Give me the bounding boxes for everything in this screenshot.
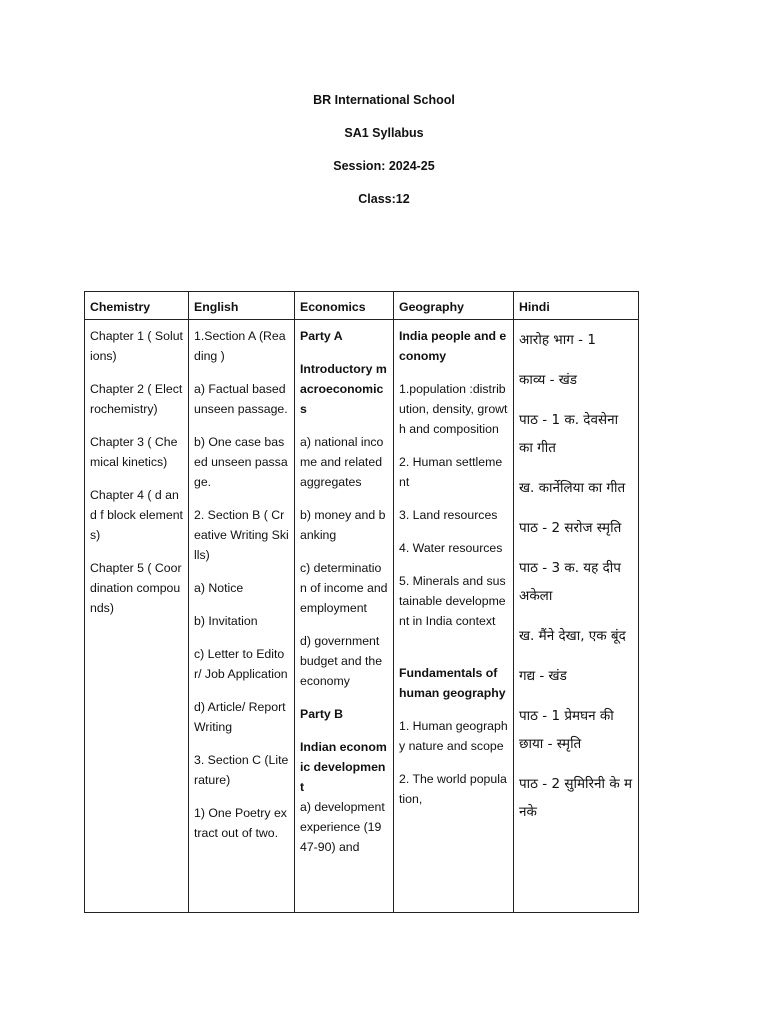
geography-cell (394, 320, 514, 913)
list-item: b) One case based unseen passage. (194, 435, 288, 489)
list-item: Chapter 3 ( Chemical kinetics) (90, 435, 178, 469)
list-item: 3. Land resources (399, 508, 498, 522)
syllabus-table (84, 291, 639, 913)
list-item: Chapter 4 ( d and f block elements) (90, 488, 183, 542)
list-item: Party A (300, 329, 343, 343)
list-item: b) money and banking (300, 508, 386, 542)
hindi-cell (514, 320, 639, 913)
list-item: Fundamentals of human geography (399, 666, 506, 700)
list-item: Party B (300, 707, 344, 721)
list-item: पाठ - 1 क. देवसेना का गीत (519, 412, 619, 456)
english-cell (189, 320, 295, 913)
school-name: BR International School (313, 93, 455, 107)
list-item: 2. Section B ( Creative Writing Skills) (194, 508, 289, 562)
header-english: English (189, 292, 295, 320)
list-item: a) national income and related aggregates (300, 435, 384, 489)
table-header-row (85, 292, 639, 320)
list-item: 3. Section C (Literature) (194, 753, 289, 787)
list-item: पाठ - 3 क. यह दीप अकेला (519, 560, 621, 604)
list-item: 4. Water resources (399, 541, 503, 555)
list-item: a) Factual based unseen passage. (194, 382, 288, 416)
header-geography: Geography (394, 292, 514, 320)
list-item: पाठ - 2 सरोज स्मृति (519, 520, 622, 536)
list-item: Introductory macroeconomics (300, 362, 387, 416)
list-item: ख. कार्नेलिया का गीत (519, 480, 626, 496)
list-item: 2. The world population, (399, 772, 507, 806)
list-item: Indian economic development (300, 740, 387, 794)
list-item: 1) One Poetry extract out of two. (194, 806, 287, 840)
economics-cell (295, 320, 394, 913)
list-item: c) determination of income and employment (300, 561, 388, 615)
list-item: Chapter 1 ( Solutions) (90, 329, 183, 363)
syllabus-title: SA1 Syllabus (344, 126, 424, 140)
list-item: काव्य - खंड (519, 372, 578, 388)
list-item: 1.population :distribution, density, growth and composition (399, 382, 508, 436)
list-item: Chapter 5 ( Coordination compounds) (90, 561, 182, 615)
list-item: पाठ - 1 प्रेमघन की छाया - स्मृति (519, 708, 614, 752)
list-item: a) Notice (194, 581, 244, 595)
list-item: b) Invitation (194, 614, 258, 628)
list-item: 2. Human settlement (399, 455, 503, 489)
list-item: पाठ - 2 सुमिरिनी के मनके (519, 776, 633, 820)
list-item: 1. Human geography nature and scope (399, 719, 508, 753)
list-item: d) Article/ Report Writing (194, 700, 286, 734)
list-item: गद्य - खंड (519, 668, 567, 684)
header-chemistry: Chemistry (85, 292, 189, 320)
class-label: Class:12 (358, 192, 410, 206)
header-hindi: Hindi (514, 292, 639, 320)
list-item: a) development experience (1947-90) and (300, 800, 385, 854)
session-label: Session: 2024-25 (333, 159, 435, 173)
list-item: c) Letter to Editor/ Job Application (194, 647, 288, 681)
chemistry-cell (85, 320, 189, 913)
list-item: d) government budget and the economy (300, 634, 383, 688)
list-item: 5. Minerals and sustainable development in India context (399, 574, 506, 628)
table-row (85, 320, 639, 913)
list-item: Chapter 2 ( Electrochemistry) (90, 382, 183, 416)
list-item: India people and economy (399, 329, 507, 363)
list-item: आरोह भाग - 1 (519, 332, 596, 348)
list-item: ख. मैंने देखा, एक बूंद (519, 628, 626, 644)
list-item: 1.Section A (Reading ) (194, 329, 286, 363)
header-economics: Economics (295, 292, 394, 320)
